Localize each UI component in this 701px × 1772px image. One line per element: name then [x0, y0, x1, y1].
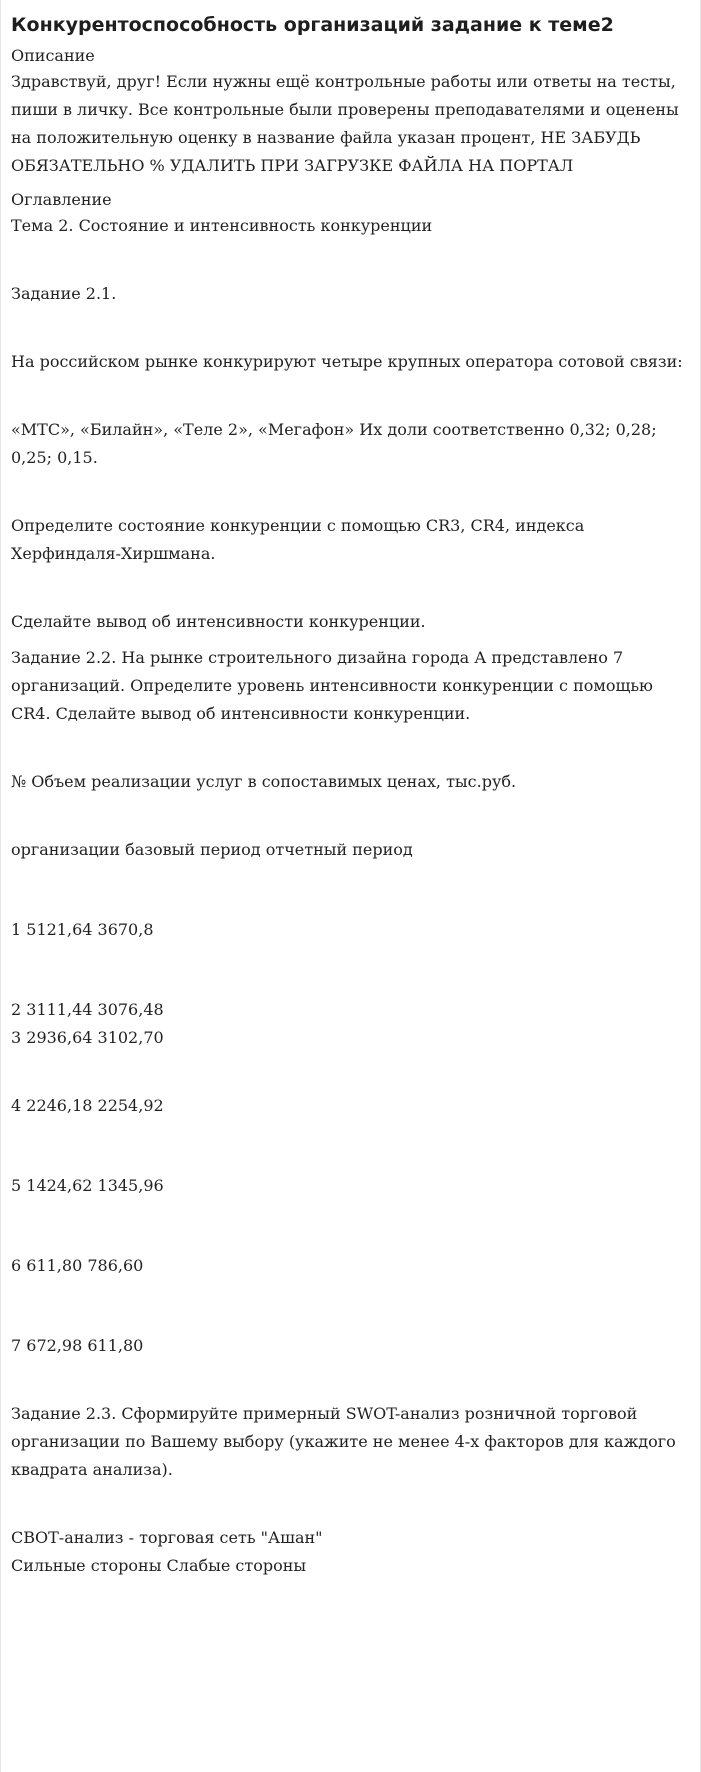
table-row: 5 1424,62 1345,96 [11, 1176, 164, 1195]
toc-label: Оглавление [11, 190, 112, 209]
table-row: 3 2936,64 3102,70 [11, 1028, 164, 1047]
table-header-line-1: № Объем реализации услуг в сопоставимых ценах, тыс.руб. [11, 772, 517, 791]
table-row: 2 3111,44 3076,48 [11, 1000, 164, 1019]
table-row: 4 2246,18 2254,92 [11, 1096, 164, 1115]
table-row: 7 672,98 611,80 [11, 1336, 144, 1355]
table-header-line-2: организации базовый период отчетный период [11, 840, 413, 859]
task-2-3-text: Задание 2.3. Сформируйте примерный SWOT-анализ розничной торговой организации по Вашему выбору (укажите не менее 4-х факторов для каждого квадрата анализа). [11, 1404, 676, 1479]
description-text: Здравствуй, друг! Если нужны ещё контрольные работы или ответы на тесты, пиши в личку. Все контрольные были проверены преподавателями и оценены на положительную оценку в название файла указан процент, НЕ ЗАБУДЬ ОБЯЗАТЕЛЬНО % УДАЛИТЬ ПРИ ЗАГРУЗКЕ ФАЙЛА НА ПОРТАЛ [11, 72, 679, 175]
task-2-1-shares: «МТС», «Билайн», «Теле 2», «Мегафон» Их доли соответственно 0,32; 0,28; 0,25; 0,15. [11, 420, 657, 467]
task-2-1-heading: Задание 2.1. [11, 284, 117, 303]
task-2-1-intro: На российском рынке конкурируют четыре крупных оператора сотовой связи: [11, 352, 683, 371]
description-label: Описание [11, 46, 95, 65]
topic-heading: Тема 2. Состояние и интенсивность конкуренции [11, 216, 433, 235]
swot-heading: СВОТ-анализ - торговая сеть "Ашан" [11, 1528, 323, 1547]
task-2-2-text: Задание 2.2. На рынке строительного дизайна города А представлено 7 организаций. Определите уровень интенсивности конкуренции с помощью CR4. Сделайте вывод об интенсивности конкуренции. [11, 648, 653, 723]
table-row: 1 5121,64 3670,8 [11, 920, 154, 939]
document-title: Конкурентоспособность организаций задание к теме2 [11, 14, 614, 36]
swot-columns: Сильные стороны Слабые стороны [11, 1556, 307, 1575]
task-2-1-conclusion: Сделайте вывод об интенсивности конкуренции. [11, 612, 426, 631]
task-2-1-question: Определите состояние конкуренции с помощью CR3, CR4, индекса Херфиндаля-Хиршмана. [11, 516, 585, 563]
table-row: 6 611,80 786,60 [11, 1256, 144, 1275]
